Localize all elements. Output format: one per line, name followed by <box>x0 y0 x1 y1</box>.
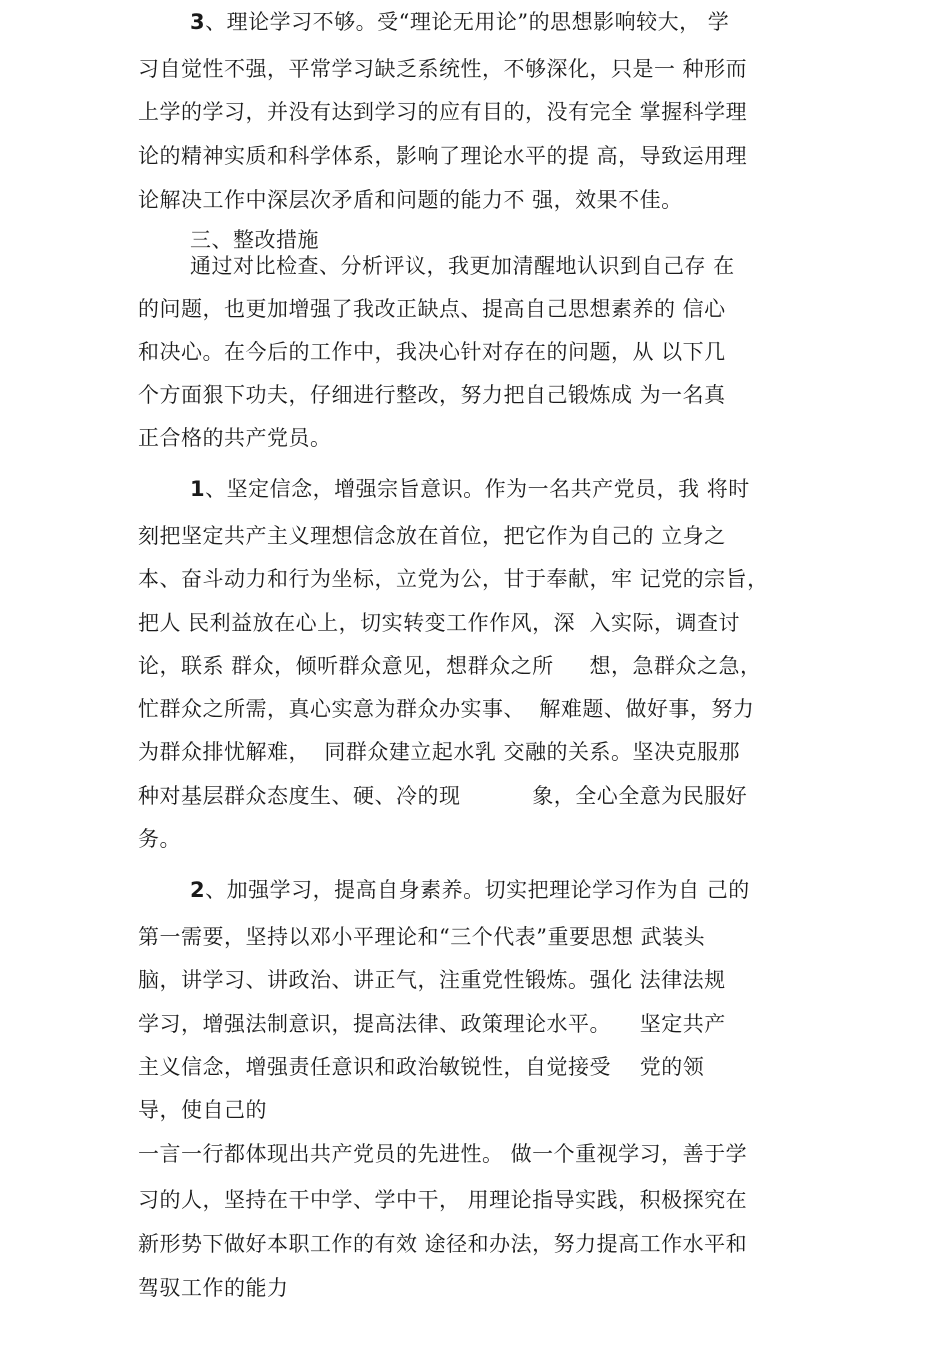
measure-2-line-1: 2、加强学习，提高自身素养。切实把理论学习作为自 己的 <box>190 878 750 902</box>
intro-line-1: 通过对比检查、分析评议，我更加清醒地认识到自己存 在 <box>190 254 735 278</box>
measure-1-line-4: 把人 民利益放在心上，切实转变工作作风，深 入实际，调查讨 <box>138 611 741 635</box>
measure-2-line-4: 学习，增强法制意识，提高法律、政策理论水平。 坚定共产 <box>138 1012 726 1036</box>
measure-1-line-7: 为群众排忧解难， 同群众建立起水乳 交融的关系。坚决克服那 <box>138 740 741 764</box>
measure-1-line-3: 本、奋斗动力和行为坐标，立党为公，甘于奉献，牢 记党的宗旨， <box>138 567 769 591</box>
item-number: 3 <box>190 10 206 34</box>
paragraph-3-line-4: 论的精神实质和科学体系，影响了理论水平的提 高，导致运用理 <box>138 144 748 168</box>
item-number: 1 <box>190 477 206 501</box>
intro-line-3: 和决心。在今后的工作中，我决心针对存在的问题，从 以下几 <box>138 340 726 364</box>
section-heading: 三、整改措施 <box>190 228 319 252</box>
paragraph-3-line-5: 论解决工作中深层次矛盾和问题的能力不 强，效果不佳。 <box>138 188 683 212</box>
measure-2-line-5: 主义信念，增强责任意识和政治敏锐性，自觉接受 党的领 <box>138 1055 705 1079</box>
intro-line-4: 个方面狠下功夫，仔细进行整改，努力把自己锻炼成 为一名真 <box>138 383 726 407</box>
measure-2-line-9: 新形势下做好本职工作的有效 途径和办法，努力提高工作水平和 <box>138 1232 748 1256</box>
measure-2-line-8: 习的人，坚持在干中学、学中干， 用理论指导实践，积极探究在 <box>138 1188 748 1212</box>
measure-2-line-3: 脑，讲学习、讲政治、讲正气，注重党性锻炼。强化 法律法规 <box>138 968 726 992</box>
paragraph-3-line-2: 习自觉性不强，平常学习缺乏系统性，不够深化，只是一 种形而 <box>138 57 748 81</box>
item-number: 2 <box>190 878 206 902</box>
measure-2-line-2: 第一需要，坚持以邓小平理论和“三个代表”重要思想 武装头 <box>138 925 706 949</box>
measure-2-line-7: 一言一行都体现出共产党员的先进性。 做一个重视学习，善于学 <box>138 1142 748 1166</box>
intro-line-5: 正合格的共产党员。 <box>138 426 332 450</box>
measure-1-line-1: 1、坚定信念，增强宗旨意识。作为一名共产党员，我 将时 <box>190 477 750 501</box>
measure-1-line-2: 刻把坚定共产主义理想信念放在首位，把它作为自己的 立身之 <box>138 524 726 548</box>
paragraph-3-line-1: 3、理论学习不够。受“理论无用论”的思想影响较大， 学 <box>190 10 730 34</box>
measure-2-line-10: 驾驭工作的能力 <box>138 1276 289 1300</box>
measure-1-line-9: 务。 <box>138 827 181 851</box>
measure-1-line-6: 忙群众之所需，真心实意为群众办实事、 解难题、做好事，努力 <box>138 697 755 721</box>
measure-1-line-5: 论，联系 群众，倾听群众意见，想群众之所 想，急群众之急， <box>138 654 762 678</box>
paragraph-3-line-3: 上学的学习，并没有达到学习的应有目的，没有完全 掌握科学理 <box>138 100 748 124</box>
measure-2-line-6: 导，使自己的 <box>138 1098 267 1122</box>
intro-line-2: 的问题，也更加增强了我改正缺点、提高自己思想素养的 信心 <box>138 297 726 321</box>
measure-1-line-8: 种对基层群众态度生、硬、冷的现 象，全心全意为民服好 <box>138 784 748 808</box>
